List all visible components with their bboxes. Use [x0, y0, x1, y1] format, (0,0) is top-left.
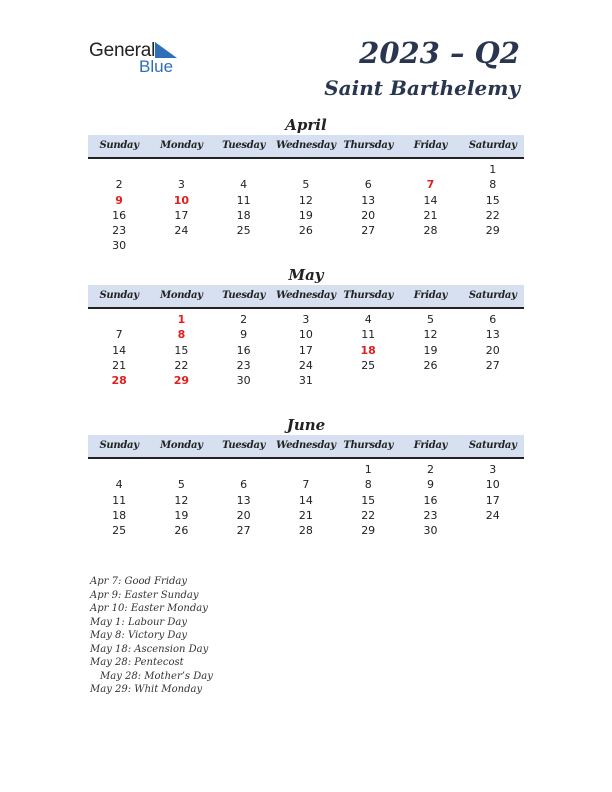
day-cell: 10	[485, 478, 500, 492]
day-cell: 2	[426, 463, 434, 476]
logo-blue-text: Blue	[139, 57, 174, 76]
weekday-label: Saturday	[468, 440, 517, 451]
month-june	[88, 415, 524, 538]
day-cell: 13	[361, 193, 376, 207]
holiday-day-cell: 29	[173, 374, 190, 388]
day-cell	[88, 162, 150, 177]
weekday-label: Tuesday	[222, 140, 266, 151]
day-cell: 3	[489, 463, 497, 476]
month-april	[88, 115, 524, 254]
day-cell: 16	[112, 208, 127, 222]
day-cell: 16	[423, 493, 438, 507]
day-cell	[275, 462, 337, 477]
weekday-label: Saturday	[468, 290, 517, 301]
day-cell	[213, 238, 275, 253]
weekday-label: Wednesday	[276, 440, 336, 451]
day-cell: 27	[485, 358, 500, 372]
day-cell	[399, 373, 461, 388]
weekday-label: Friday	[413, 440, 448, 451]
logo-triangle-icon	[155, 42, 177, 58]
day-cell: 15	[174, 343, 189, 357]
day-cell: 5	[302, 178, 310, 192]
day-cell: 28	[423, 224, 438, 238]
month-title: April	[285, 116, 327, 134]
day-cell: 7	[302, 478, 310, 492]
week-row	[88, 312, 524, 327]
day-cell: 19	[174, 508, 189, 522]
holiday-note: Apr 10: Easter Monday	[90, 603, 208, 614]
day-cell	[275, 162, 337, 177]
day-cell: 22	[174, 358, 189, 372]
week-row	[88, 177, 524, 192]
day-cell: 21	[423, 208, 438, 222]
day-cell: 19	[423, 343, 438, 357]
holiday-day-cell: 28	[111, 374, 127, 388]
day-cell	[399, 162, 461, 177]
weekday-label: Friday	[413, 140, 448, 151]
day-cell: 10	[298, 328, 313, 342]
holiday-day-cell: 9	[115, 193, 123, 207]
day-cell: 25	[236, 224, 251, 238]
day-cell: 12	[174, 493, 189, 507]
month-title: May	[288, 266, 324, 284]
day-cell: 23	[112, 224, 127, 238]
day-cell: 6	[364, 178, 372, 192]
day-cell: 12	[423, 328, 438, 342]
holiday-day-cell: 10	[173, 193, 190, 207]
day-cell: 11	[112, 493, 127, 507]
weekday-label: Wednesday	[276, 140, 336, 151]
day-cell: 2	[240, 313, 248, 326]
day-cell: 14	[112, 343, 127, 357]
weekday-label: Monday	[160, 140, 203, 151]
weekday-label: Thursday	[343, 140, 394, 151]
day-cell: 23	[423, 508, 438, 522]
day-cell: 26	[174, 524, 189, 538]
week-row	[88, 358, 524, 373]
holiday-day-cell: 1	[177, 313, 186, 326]
day-cell: 9	[240, 328, 248, 342]
holiday-note: May 28: Pentecost	[90, 657, 184, 668]
day-cell: 23	[236, 358, 251, 372]
day-cell: 8	[364, 478, 372, 492]
week-row	[88, 208, 524, 223]
week-row	[88, 343, 524, 358]
day-cell: 11	[236, 193, 251, 207]
weekday-label: Thursday	[343, 440, 394, 451]
day-cell: 20	[236, 508, 251, 522]
day-cell: 5	[426, 313, 434, 326]
day-cell: 5	[177, 478, 185, 492]
day-cell	[88, 312, 150, 327]
day-cell: 13	[485, 328, 500, 342]
week-row	[88, 327, 524, 342]
holiday-day-cell: 8	[177, 328, 186, 342]
week-row	[88, 477, 524, 492]
holiday-note: May 29: Whit Monday	[90, 684, 203, 695]
day-cell: 27	[361, 224, 376, 238]
day-cell	[399, 238, 461, 253]
weekday-label: Sunday	[99, 290, 139, 301]
day-cell: 14	[423, 193, 438, 207]
holiday-note: Apr 7: Good Friday	[90, 576, 188, 587]
day-cell: 29	[485, 224, 500, 238]
day-cell: 6	[240, 478, 248, 492]
day-cell: 30	[112, 239, 127, 253]
day-cell: 24	[174, 224, 189, 238]
weekday-header	[88, 135, 524, 159]
day-cell	[213, 162, 275, 177]
day-cell: 15	[361, 493, 376, 507]
day-cell: 20	[485, 343, 500, 357]
day-cell: 22	[485, 208, 500, 222]
holiday-note: May 8: Victory Day	[90, 630, 188, 641]
holiday-day-cell: 18	[360, 343, 376, 357]
weekday-label: Sunday	[99, 140, 139, 151]
day-cell: 22	[361, 508, 376, 522]
day-cell: 1	[364, 463, 372, 476]
day-cell	[150, 462, 212, 477]
weekday-label: Thursday	[343, 290, 394, 301]
day-cell: 31	[298, 374, 313, 388]
month-title: June	[286, 416, 326, 434]
day-cell	[213, 462, 275, 477]
week-row	[88, 223, 524, 238]
month-may	[88, 265, 524, 388]
day-cell	[150, 162, 212, 177]
holiday-note: May 1: Labour Day	[90, 616, 187, 628]
week-row	[88, 523, 524, 538]
day-cell: 13	[236, 493, 251, 507]
day-cell: 30	[423, 524, 438, 538]
logo-general-text: General	[89, 40, 156, 61]
week-row	[88, 493, 524, 508]
day-cell: 26	[298, 224, 313, 238]
day-cell: 4	[115, 478, 123, 492]
day-cell	[462, 523, 524, 538]
page-title: 2023 – Q2	[359, 36, 520, 70]
weekday-label: Saturday	[468, 140, 517, 151]
day-grid	[88, 162, 524, 254]
day-cell: 4	[240, 178, 248, 192]
day-cell: 1	[489, 163, 497, 176]
day-cell: 9	[426, 478, 434, 492]
page-subtitle: Saint Barthelemy	[324, 76, 520, 100]
day-cell	[462, 238, 524, 253]
week-row	[88, 162, 524, 177]
holiday-note: May 18: Ascension Day	[90, 643, 209, 655]
day-cell	[275, 238, 337, 253]
holiday-notes	[90, 575, 213, 697]
day-cell: 20	[361, 208, 376, 222]
weekday-label: Wednesday	[276, 290, 336, 301]
day-cell: 3	[302, 313, 310, 326]
day-cell: 12	[298, 193, 313, 207]
day-cell: 30	[236, 374, 251, 388]
day-cell: 26	[423, 358, 438, 372]
day-cell: 6	[489, 313, 497, 326]
day-cell: 25	[112, 524, 127, 538]
day-cell: 19	[298, 208, 313, 222]
day-cell: 4	[364, 313, 372, 326]
day-cell	[337, 373, 399, 388]
weekday-label: Tuesday	[222, 440, 266, 451]
day-cell: 16	[236, 343, 251, 357]
day-cell: 17	[298, 343, 313, 357]
day-cell	[337, 162, 399, 177]
weekday-label: Friday	[413, 290, 448, 301]
day-grid	[88, 312, 524, 388]
day-cell: 7	[115, 328, 123, 342]
day-cell: 3	[177, 178, 185, 192]
day-cell: 29	[361, 524, 376, 538]
day-cell: 11	[361, 328, 376, 342]
weekday-header	[88, 435, 524, 459]
week-row	[88, 373, 524, 388]
day-cell: 25	[361, 358, 376, 372]
weekday-header	[88, 285, 524, 309]
weekday-label: Sunday	[99, 440, 139, 451]
day-cell	[337, 238, 399, 253]
day-cell: 8	[489, 178, 497, 192]
day-cell: 17	[174, 208, 189, 222]
day-cell: 14	[298, 493, 313, 507]
holiday-note: Apr 9: Easter Sunday	[90, 589, 199, 601]
day-grid	[88, 462, 524, 538]
week-row	[88, 462, 524, 477]
day-cell: 2	[115, 178, 123, 192]
day-cell	[88, 462, 150, 477]
day-cell	[150, 238, 212, 253]
day-cell: 28	[298, 524, 313, 538]
day-cell: 18	[236, 208, 251, 222]
day-cell: 27	[236, 524, 251, 538]
week-row	[88, 238, 524, 253]
day-cell: 24	[485, 508, 500, 522]
weekday-label: Monday	[160, 440, 203, 451]
weekday-label: Monday	[160, 290, 203, 301]
holiday-day-cell: 7	[426, 178, 435, 192]
day-cell: 18	[112, 508, 127, 522]
holiday-note: May 28: Mother’s Day	[100, 670, 213, 682]
week-row	[88, 508, 524, 523]
day-cell: 15	[485, 193, 500, 207]
week-row	[88, 193, 524, 208]
day-cell: 24	[298, 358, 313, 372]
day-cell: 21	[298, 508, 313, 522]
day-cell	[462, 373, 524, 388]
brand-logo	[89, 40, 189, 76]
day-cell: 17	[485, 493, 500, 507]
weekday-label: Tuesday	[222, 290, 266, 301]
day-cell: 21	[112, 358, 127, 372]
